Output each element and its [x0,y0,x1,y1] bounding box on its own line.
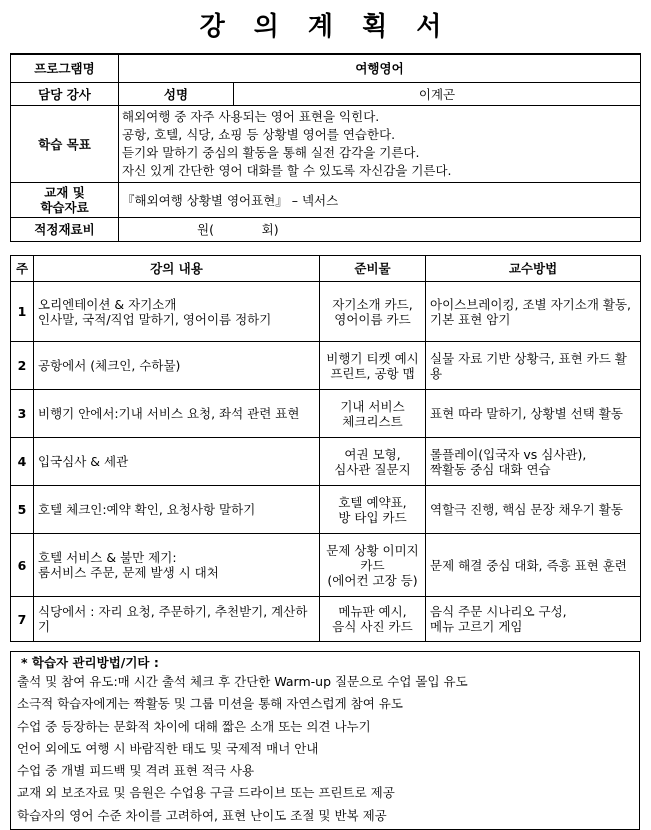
content-cell: 호텔 체크인:예약 확인, 요청사항 말하기 [34,486,320,534]
goals-list [119,105,641,182]
goals-label: 학습 목표 [11,105,119,182]
note-item: 출석 및 참여 유도:매 시간 출석 체크 후 간단한 Warm-up 질문으로 수업 몰입 유도 [17,674,468,689]
week-cell: 4 [11,438,34,486]
method-cell: 표현 따라 말하기, 상황별 선택 활동 [426,390,641,438]
note-item: 언어 외에도 여행 시 바람직한 태도 및 국제적 매너 안내 [17,740,319,756]
method-cell: 실물 자료 기반 상황극, 표현 카드 활용 [426,342,641,390]
goal-item: 자신 있게 간단한 영어 대화를 할 수 있도록 자신감을 기른다. [122,162,452,178]
textbook-value: 『해외여행 상황별 영어표현』 – 넥서스 [119,182,641,217]
week-cell: 5 [11,486,34,534]
content-cell: 비행기 안에서:기내 서비스 요청, 좌석 관련 표현 [34,390,320,438]
name-label: 성명 [119,82,234,105]
method-cell: 롤플레이(입국자 vs 심사관), 짝활동 중심 대화 연습 [426,438,641,486]
notes-list [17,671,633,827]
method-cell: 아이스브레이킹, 조별 자기소개 활동, 기본 표현 암기 [426,282,641,342]
header-method: 교수방법 [426,256,641,282]
materials-cell: 메뉴판 예시, 음식 사진 카드 [320,597,426,642]
schedule-row [11,282,641,342]
name-value: 이계곤 [234,82,641,105]
week-cell: 2 [11,342,34,390]
note-item: 수업 중 개별 피드백 및 격려 표현 적극 사용 [17,763,255,779]
header-materials: 준비물 [320,256,426,282]
materials-cell: 문제 상황 이미지 카드 (에어컨 고장 등) [320,534,426,597]
schedule-row [11,597,641,642]
goal-item: 듣기와 말하기 중심의 활동을 통해 실전 감각을 기른다. [122,144,420,160]
note-item: 학습자의 영어 수준 차이를 고려하여, 표현 난이도 조절 및 반복 제공 [17,807,387,823]
schedule-row [11,390,641,438]
content-cell: 입국심사 & 세관 [34,438,320,486]
page-title: 강 의 계 획 서 [199,12,452,42]
schedule-row [11,486,641,534]
schedule-row [11,438,641,486]
materials-cell: 자기소개 카드, 영어이름 카드 [320,282,426,342]
info-table [10,53,641,242]
schedule-row [11,342,641,390]
textbook-label: 교재 및 학습자료 [11,182,119,217]
program-label: 프로그램명 [11,54,119,82]
materials-cell: 호텔 예약표, 방 타입 카드 [320,486,426,534]
header-week: 주 [11,256,34,282]
goal-item: 공항, 호텔, 식당, 쇼핑 등 상황별 영어를 연습한다. [122,126,396,142]
note-item: 교재 외 보조자료 및 음원은 수업용 구글 드라이브 또는 프린트로 제공 [17,785,395,801]
note-item: 수업 중 등장하는 문화적 차이에 대해 짧은 소개 또는 의견 나누기 [17,718,371,734]
content-cell: 공항에서 (체크인, 수하물) [34,342,320,390]
week-cell: 3 [11,390,34,438]
fee-value: 원( 회) [119,217,641,241]
schedule-row [11,534,641,597]
method-cell: 문제 해결 중심 대화, 즉흥 표현 훈련 [426,534,641,597]
schedule-table [10,255,641,642]
week-cell: 7 [11,597,34,642]
header-content: 강의 내용 [34,256,320,282]
materials-cell: 여권 모형, 심사관 질문지 [320,438,426,486]
week-cell: 1 [11,282,34,342]
content-cell: 식당에서 : 자리 요청, 주문하기, 추천받기, 계산하기 [34,597,320,642]
materials-cell: 기내 서비스 체크리스트 [320,390,426,438]
week-cell: 6 [11,534,34,597]
instructor-label: 담당 강사 [11,82,119,105]
notes-heading: * 학습자 관리방법/기타 : [21,655,159,670]
method-cell: 음식 주문 시나리오 구성, 메뉴 고르기 게임 [426,597,641,642]
materials-cell: 비행기 티켓 예시 프린트, 공항 맵 [320,342,426,390]
goal-item: 해외여행 중 자주 사용되는 영어 표현을 익힌다. [122,108,380,124]
fee-label: 적정재료비 [11,217,119,241]
note-item: 소극적 학습자에게는 짝활동 및 그룹 미션을 통해 자연스럽게 참여 유도 [17,696,403,712]
notes-cell [11,652,640,830]
content-cell: 호텔 서비스 & 불만 제기: 룸서비스 주문, 문제 발생 시 대처 [34,534,320,597]
notes-table [10,651,640,830]
method-cell: 역할극 진행, 핵심 문장 채우기 활동 [426,486,641,534]
program-value: 여행영어 [119,54,641,82]
content-cell: 오리엔테이션 & 자기소개 인사말, 국적/직업 말하기, 영어이름 정하기 [34,282,320,342]
